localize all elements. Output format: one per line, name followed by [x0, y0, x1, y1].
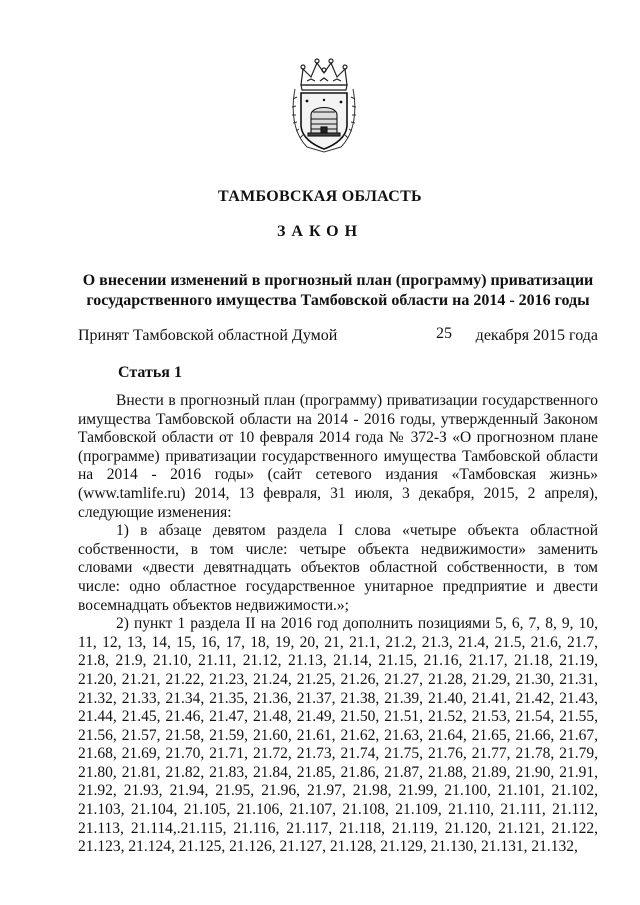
law-title: [78, 271, 598, 311]
adoption-label: Принят Тамбовской областной Думой: [78, 327, 338, 344]
article-body: [78, 392, 598, 857]
law-title-line-2: государственного имущества Тамбовской области на 2014 - 2016 годы: [86, 292, 590, 309]
law-title-line-1: О внесении изменений в прогнозный план (программу) приватизации: [82, 272, 594, 289]
article-intro-paragraph: Внести в прогнозный план (программу) приватизации государственного имущества Тамбовской области на 2014 - 2016 годы, утвержденный Законом Тамбовской области от 10 февраля 2014 года № 372-З «О прогнозном плане (программе) приватизации государственного имущества Тамбовской области на 2014 - 2016 годы» (сайт сетевого издания «Тамбовская жизнь» (www.tamlife.ru) 2014, 13 февраля, 31 июля, 3 декабря, 2015, 2 апреля), следующие изменения:: [78, 392, 598, 521]
article-heading: Статья 1: [118, 364, 182, 381]
coat-of-arms-emblem: [287, 55, 361, 155]
adoption-line: [78, 327, 598, 345]
beehive-crown-icon: [287, 55, 361, 155]
document-type-heading: ЗАКОН: [276, 223, 364, 240]
amendment-item-1: 1) в абзаце девятом раздела I слова «четыре объекта областной собственности, в том числе: четыре объекта недвижимости» заменить словами «двести девятнадцать объектов областной собственности, в том числе: одно областное государственное унитарное предприятие и двести восемнадцать объектов недвижимости.»;: [78, 522, 598, 614]
adoption-day: 25: [436, 325, 452, 342]
amendment-item-2: 2) пункт 1 раздела II на 2016 год дополнить позициями 5, 6, 7, 8, 9, 10, 11, 12, 13, 14, 15, 16, 17, 18, 19, 20, 21, 21.1, 21.2, 21.3, 21.4, 21.5, 21.6, 21.7, 21.8, 21.9, 21.10, 21.11, 21.12, 21.13, 21.14, 21.15, 21.16, 21.17, 21.18, 21.19, 21.20, 21.21, 21.22, 21.23, 21.24, 21.25, 21.26, 21.27, 21.28, 21.29, 21.30, 21.31, 21.32, 21.33, 21.34, 21.35, 21.36, 21.37, 21.38, 21.39, 21.40, 21.41, 21.42, 21.43, 21.44, 21.45, 21.46, 21.47, 21.48, 21.49, 21.50, 21.51, 21.52, 21.53, 21.54, 21.55, 21.56, 21.57, 21.58, 21.59, 21.60, 21.61, 21.62, 21.63, 21.64, 21.65, 21.66, 21.67, 21.68, 21.69, 21.70, 21.71, 21.72, 21.73, 21.74, 21.75, 21.76, 21.77, 21.78, 21.79, 21.80, 21.81, 21.82, 21.83, 21.84, 21.85, 21.86, 21.87, 21.88, 21.89, 21.90, 21.91, 21.92, 21.93, 21.94, 21.95, 21.96, 21.97, 21.98, 21.99, 21.100, 21.101, 21.102, 21.103, 21.104, 21.105, 21.106, 21.107, 21.108, 21.109, 21.110, 21.111, 21.112, 21.113, 21.114,.21.115, 21.116, 21.117, 21.118, 21.119, 21.120, 21.121, 21.122, 21.123, 21.124, 21.125, 21.126, 21.127, 21.128, 21.129, 21.130, 21.131, 21.132,: [78, 615, 598, 856]
region-heading: ТАМБОВСКАЯ ОБЛАСТЬ: [218, 188, 422, 205]
adoption-month-year: декабря 2015 года: [475, 327, 598, 344]
